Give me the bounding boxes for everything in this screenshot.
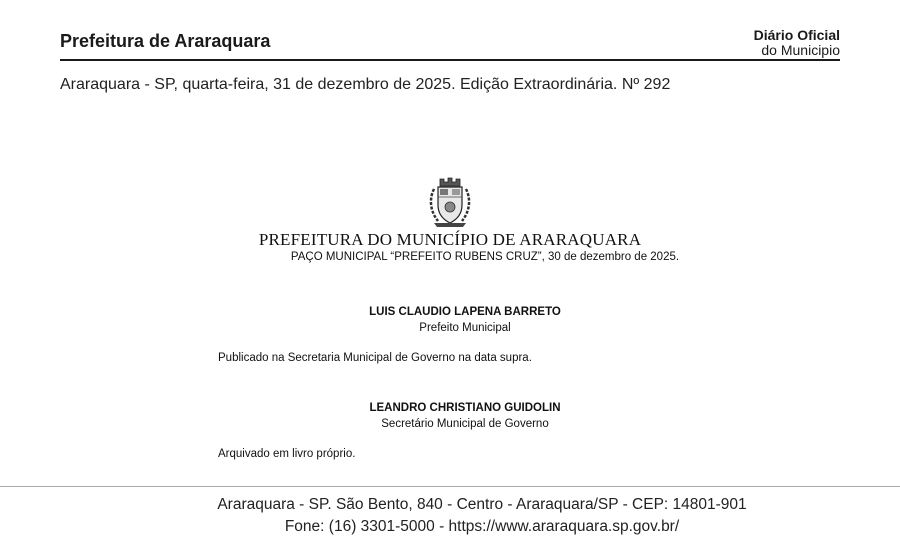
- signer-secretary-name: LEANDRO CHRISTIANO GUIDOLIN: [369, 402, 561, 414]
- footer-address: Araraquara - SP. São Bento, 840 - Centro - Araraquara/SP - CEP: 14801-901: [217, 496, 747, 513]
- signer-secretary-role: Secretário Municipal de Governo: [381, 418, 549, 430]
- footer-contact: Fone: (16) 3301-5000 - https://www.araraquara.sp.gov.br/: [284, 518, 680, 535]
- archived-note: Arquivado em livro próprio.: [218, 448, 356, 460]
- paco-municipal-line: PAÇO MUNICIPAL “PREFEITO RUBENS CRUZ”, 30 de dezembro de 2025.: [290, 251, 680, 263]
- diario-oficial-line1: Diário Oficial: [753, 27, 840, 43]
- published-note: Publicado na Secretaria Municipal de Governo na data supra.: [218, 352, 532, 364]
- signer-secretary: [0, 400, 900, 432]
- signer-mayor: [0, 304, 900, 336]
- header-divider: [60, 59, 840, 61]
- header-title: Prefeitura de Araraquara: [60, 31, 271, 51]
- signer-mayor-name: LUIS CLAUDIO LAPENA BARRETO: [369, 306, 561, 318]
- coat-of-arms-icon: [426, 175, 474, 229]
- signer-mayor-role: Prefeito Municipal: [419, 322, 511, 334]
- edition-line: Araraquara - SP, quarta-feira, 31 de dezembro de 2025. Edição Extraordinária. Nº 292: [60, 76, 671, 93]
- diario-oficial-line2: do Municipio: [761, 42, 840, 58]
- diario-oficial-logo: [754, 28, 840, 58]
- footer: [0, 494, 900, 538]
- footer-divider: [0, 486, 900, 487]
- organization-title: PREFEITURA DO MUNICÍPIO DE ARARAQUARA: [258, 230, 642, 249]
